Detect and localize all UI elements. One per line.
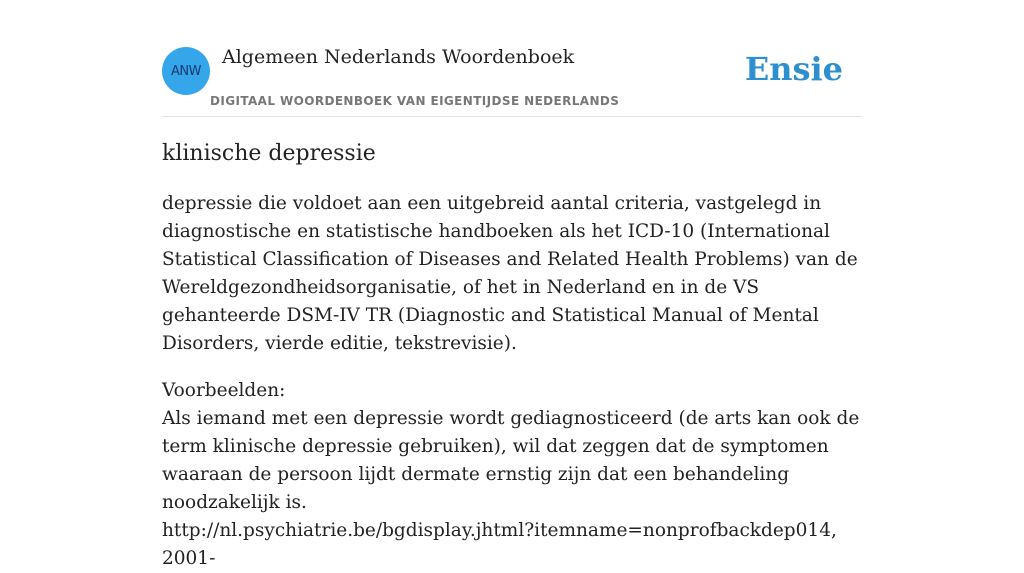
entry-definition: depressie die voldoet aan een uitgebreid aantal criteria, vastgelegd in diagnostische en statistische handboeken als het ICD-10 (International Statistical Classification of Diseases and Related Health Problems) van de Wereldgezondheidsorganisatie, of het in Nederland en in de VS gehanteerde DSM-IV TR (Diagnostic and Statistical Manual of Mental Disorders, vierde editie, tekstrevisie). xyxy=(162,193,858,354)
examples-label: Voorbeelden: xyxy=(162,380,286,401)
example-text: Als iemand met een depressie wordt gediagnosticeerd (de arts kan ook de term klinische depressie gebruiken), wil dat zeggen dat de symptomen waaraan de persoon lijdt dermate ernstig zijn dat een behandeling noodzakelijk is. xyxy=(162,408,860,513)
site-title[interactable]: Algemeen Nederlands Woordenboek xyxy=(222,46,575,68)
site-header xyxy=(162,46,862,117)
entry-content xyxy=(162,138,868,573)
examples-section xyxy=(162,377,868,573)
ensie-brand-logo[interactable]: Ensie xyxy=(744,50,843,88)
site-subtitle: DIGITAAL WOORDENBOEK VAN EIGENTIJDSE NEDERLANDS xyxy=(210,94,620,108)
example-source: http://nl.psychiatrie.be/bgdisplay.jhtml?itemname=nonprofbackdep014, 2001- xyxy=(162,520,837,569)
entry-headword: klinische depressie xyxy=(162,141,376,166)
logo-text: ANW xyxy=(171,63,201,79)
anw-logo[interactable] xyxy=(162,47,210,95)
